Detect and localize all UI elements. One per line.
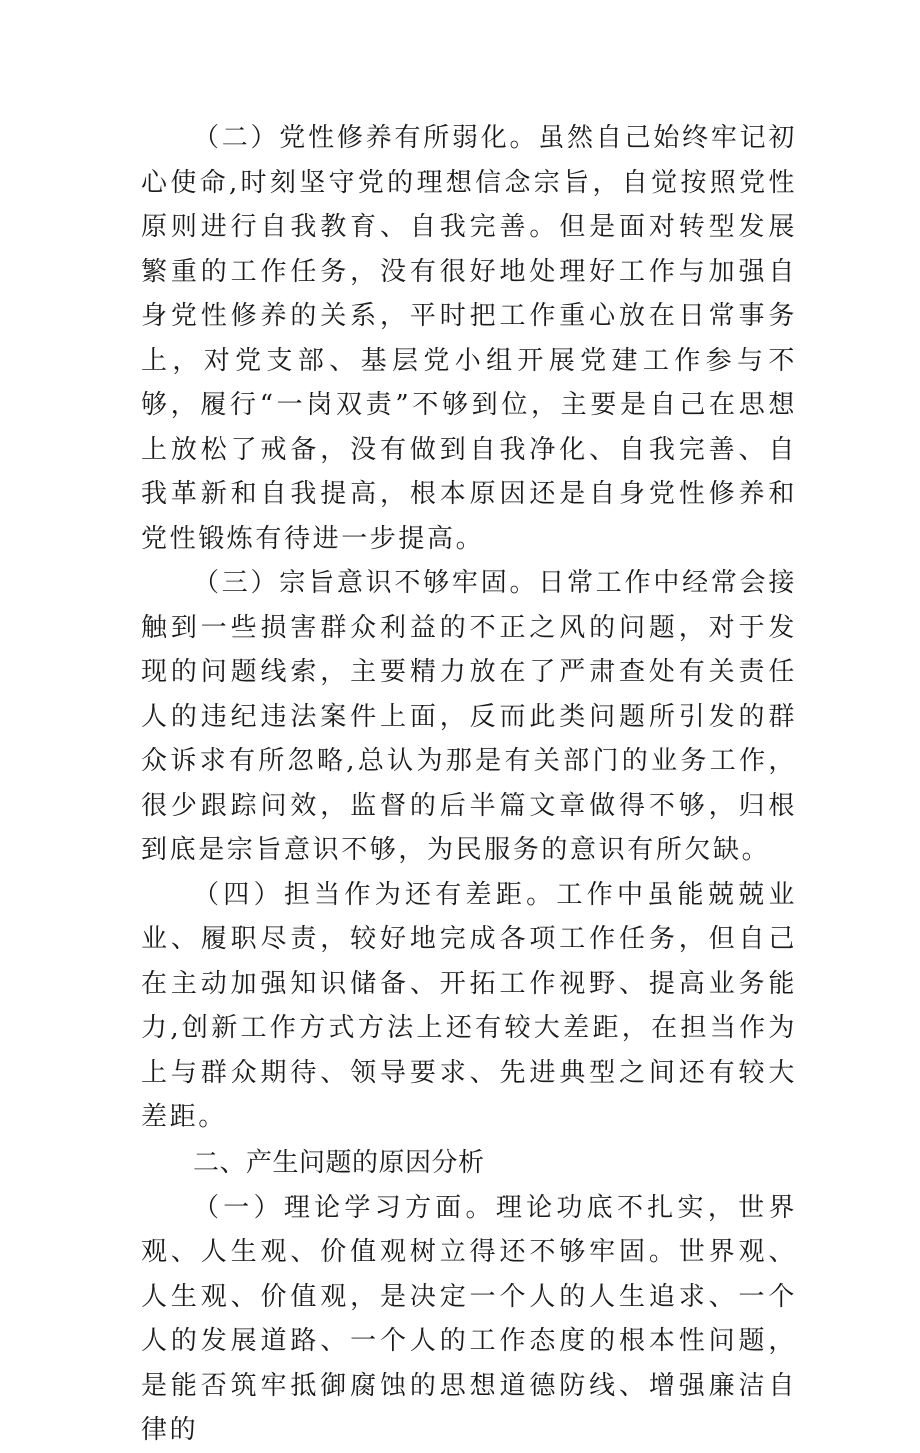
- section-heading-cause-analysis: 二、产生问题的原因分析: [193, 1147, 485, 1178]
- paragraph-party-spirit: （二）党性修养有所弱化。虽然自己始终牢记初心使命,时刻坚守党的理想信念宗旨，自觉按照党性原则进行自我教育、自我完善。但是面对转型发展繁重的工作任务，没有很好地处理好工作与加强自身党性修养的关系，平时把工作重心放在日常事务上，对党支部、基层党小组开展党建工作参与不够，履行“一岗双责”不够到位，主要是自己在思想上放松了戒备，没有做到自我净化、自我完善、自我革新和自我提高，根本原因还是自身党性修养和党性锻炼有待进一步提高。: [141, 123, 797, 554]
- paragraph-purpose-awareness: （三）宗旨意识不够牢固。日常工作中经常会接触到一些损害群众利益的不正之风的问题，对于发现的问题线索，主要精力放在了严肃查处有关责任人的违纪违法案件上面，反而此类问题所引发的群众诉求有所忽略,总认为那是有关部门的业务工作，很少跟踪问效，监督的后半篇文章做得不够，归根到底是宗旨意识不够，为民服务的意识有所欠缺。: [141, 568, 797, 865]
- paragraph-theory-study: （一）理论学习方面。理论功底不扎实，世界观、人生观、价值观树立得还不够牢固。世界观、人生观、价值观，是决定一个人的人生追求、一个人的发展道路、一个人的工作态度的根本性问题，是能否筑牢抵御腐蚀的思想道德防线、增强廉洁自律的: [141, 1192, 797, 1445]
- paragraph-responsibility: （四）担当作为还有差距。工作中虽能兢兢业业、履职尽责，较好地完成各项工作任务，但自己在主动加强知识储备、开拓工作视野、提高业务能力,创新工作方式方法上还有较大差距，在担当作为上与群众期待、领导要求、先进典型之间还有较大差距。: [141, 879, 797, 1132]
- document-body: [141, 116, 797, 1453]
